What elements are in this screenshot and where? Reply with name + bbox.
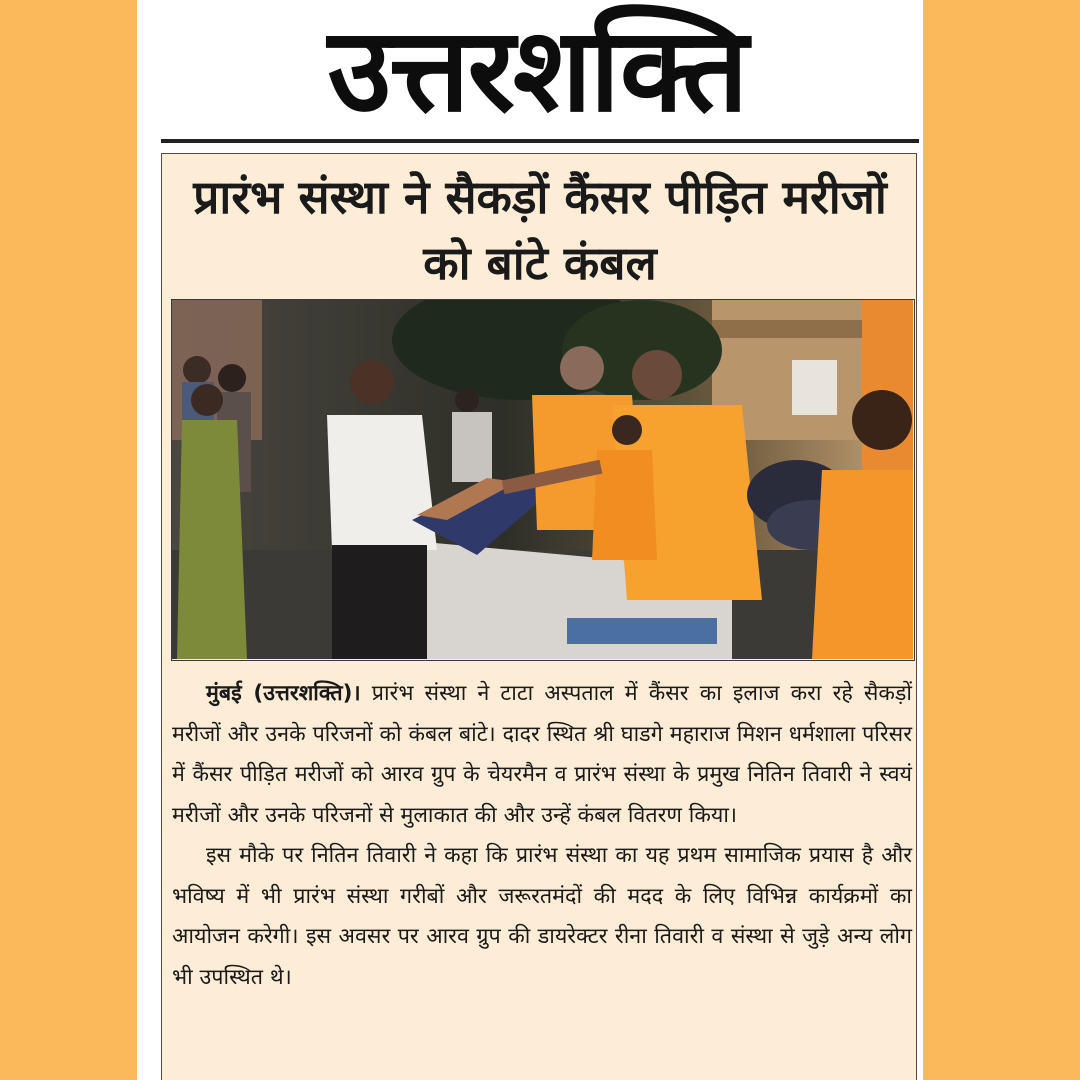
blanket-distribution-photo [172, 300, 913, 659]
newspaper-masthead: उत्तरशक्ति [327, 3, 747, 138]
headline-line-2: को बांटे कंबल [423, 236, 657, 290]
article-paragraph-1 [172, 674, 912, 836]
masthead-rule [161, 139, 919, 143]
article-photo [171, 299, 915, 661]
article-dateline: मुंबई (उत्तरशक्ति)। [206, 681, 361, 706]
newspaper-clipping [137, 0, 923, 1080]
paragraph-1-text: प्रारंभ संस्था ने टाटा अस्पताल में कैंसर का इलाज करा रहे सैकड़ों मरीजों और उनके परिजनों को कंबल बांटे। दादर स्थित श्री घाडगे महाराज मिशन धर्मशाला परिसर में कैंसर पीड़ित मरीजों को आरव ग्रुप के चेयरमैन व प्रारंभ संस्था के प्रमुख नितिन तिवारी ने स्वयं मरीजों और उनके परिजनों से मुलाकात की और उन्हें कंबल वितरण किया। [172, 681, 912, 828]
article-headline [162, 164, 918, 296]
article-paragraph-2: इस मौके पर नितिन तिवारी ने कहा कि प्रारंभ संस्था का यह प्रथम सामाजिक प्रयास है और भविष्य में भी प्रारंभ संस्था गरीबों और जरूरतमंदों की मदद के लिए विभिन्न कार्यक्रमों का आयोजन करेगी। इस अवसर पर आरव ग्रुप की डायरेक्टर रीना तिवारी व संस्था से जुड़े अन्य लोग भी उपस्थित थे। [172, 843, 912, 990]
article-body [172, 674, 912, 998]
article-panel [161, 153, 917, 1080]
headline-line-1: प्रारंभ संस्था ने सैकड़ों कैंसर पीड़ित मरीजों [193, 170, 887, 224]
